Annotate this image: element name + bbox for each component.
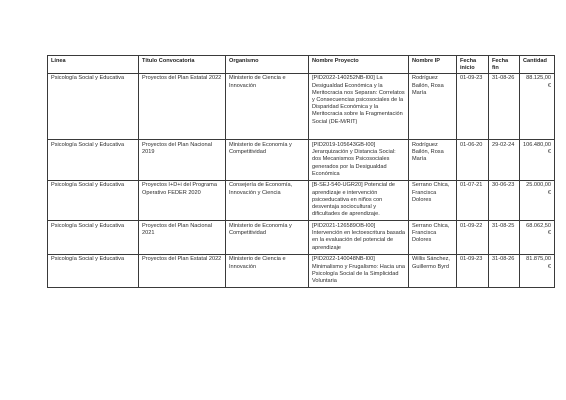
cell-fecha-fin: 31-08-25	[489, 221, 520, 255]
cell-cantidad: 106.480,00 €	[520, 140, 555, 181]
cell-fecha-inicio: 01-09-22	[457, 221, 489, 255]
cell-organismo: Ministerio de Economía y Competitividad	[226, 221, 309, 255]
cell-titulo: Proyectos del Plan Nacional 2019	[139, 140, 226, 181]
header-cantidad: Cantidad	[520, 56, 555, 74]
header-organismo: Organismo	[226, 56, 309, 74]
cell-proyecto: [PID2022-140048NB-I00] Minimalismo y Frugalismo: Hacia una Psicología Social de la Simplicidad Voluntaria	[309, 254, 409, 288]
cell-proyecto: [PID2021-126589OB-I00] Intervención en lectoescritura basada en la evaluación del potencial de aprendizaje	[309, 221, 409, 255]
table-header-row	[48, 56, 555, 74]
cell-linea: Psicología Social y Educativa	[48, 73, 139, 140]
cell-proyecto: [B-SEJ-540-UGR20] Potencial de aprendizaje e intervención psicoeducativa en niños con desventaja sociocultural y dificultades de aprendizaje.	[309, 180, 409, 221]
header-fecha-fin: Fecha fin	[489, 56, 520, 74]
cell-linea: Psicología Social y Educativa	[48, 254, 139, 288]
cell-organismo: Ministerio de Ciencia e Innovación	[226, 254, 309, 288]
header-fecha-inicio: Fecha inicio	[457, 56, 489, 74]
cell-linea: Psicología Social y Educativa	[48, 221, 139, 255]
cell-fecha-inicio: 01-06-20	[457, 140, 489, 181]
cell-proyecto: [PID2022-140252NB-I00] La Desigualdad Económica y la Meritocracia nos Separan: Correlatos y Consecuencias psicosociales de la Disparidad Económica y la Meritocracia sobre la Fragmentación Social (DE-M/RIT)	[309, 73, 409, 140]
header-nombre-proyecto: Nombre Proyecto	[309, 56, 409, 74]
table-row	[48, 180, 555, 221]
cell-ip: Rodríguez Bailón, Rosa María	[409, 140, 457, 181]
cell-organismo: Ministerio de Ciencia e Innovación	[226, 73, 309, 140]
cell-fecha-fin: 29-02-24	[489, 140, 520, 181]
header-titulo-convocatoria: Título Convocatoria	[139, 56, 226, 74]
cell-cantidad: 88.125,00 €	[520, 73, 555, 140]
research-projects-table	[47, 55, 555, 288]
cell-organismo: Consejería de Economía, Innovación y Ciencia	[226, 180, 309, 221]
cell-fecha-inicio: 01-07-21	[457, 180, 489, 221]
cell-linea: Psicología Social y Educativa	[48, 140, 139, 181]
header-linea: Línea	[48, 56, 139, 74]
cell-ip: Willis Sánchez, Guillermo Byrd	[409, 254, 457, 288]
cell-titulo: Proyectos del Plan Nacional 2021	[139, 221, 226, 255]
cell-cantidad: 25.000,00 €	[520, 180, 555, 221]
cell-titulo: Proyectos del Plan Estatal 2022	[139, 73, 226, 140]
cell-ip: Serrano Chica, Francisca Dolores	[409, 221, 457, 255]
cell-organismo: Ministerio de Economía y Competitividad	[226, 140, 309, 181]
cell-fecha-inicio: 01-09-23	[457, 73, 489, 140]
cell-proyecto: [PID2019-105643GB-I00] Jerarquización y Distancia Social: dos Mecanismos Psicosociales generados por la Desigualdad Económica	[309, 140, 409, 181]
cell-fecha-inicio: 01-09-23	[457, 254, 489, 288]
cell-fecha-fin: 30-06-23	[489, 180, 520, 221]
cell-fecha-fin: 31-08-26	[489, 254, 520, 288]
table-row	[48, 221, 555, 255]
cell-cantidad: 81.875,00 €	[520, 254, 555, 288]
cell-cantidad: 68.062,50 €	[520, 221, 555, 255]
cell-fecha-fin: 31-08-26	[489, 73, 520, 140]
cell-ip: Rodríguez Bailón, Rosa María	[409, 73, 457, 140]
table-row	[48, 140, 555, 181]
cell-titulo: Proyectos I+D+i del Programa Operativo FEDER 2020	[139, 180, 226, 221]
cell-titulo: Proyectos del Plan Estatal 2022	[139, 254, 226, 288]
table-row	[48, 254, 555, 288]
table-row	[48, 73, 555, 140]
header-nombre-ip: Nombre IP	[409, 56, 457, 74]
cell-linea: Psicología Social y Educativa	[48, 180, 139, 221]
cell-ip: Serrano Chica, Francisca Dolores	[409, 180, 457, 221]
